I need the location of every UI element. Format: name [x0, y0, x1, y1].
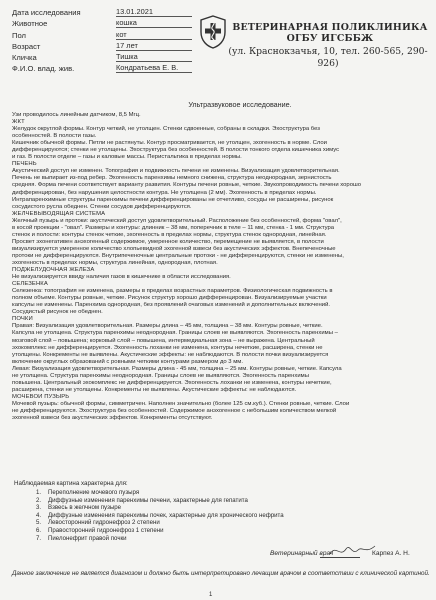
conclusion-item-text: Левосторонний гидронефроз 2 степени [48, 519, 160, 527]
report-line: эхогенной взвеси без акустических эффектов. Конкременты отсутствуют. [12, 415, 213, 422]
meta-label: Возраст [12, 41, 41, 51]
meta-row-owner [12, 62, 192, 73]
conclusion-item [36, 497, 284, 505]
meta-value: Кондратьева Е. В. [116, 63, 192, 73]
disclaimer: Данное заключение не является диагнозом и должно быть интерпретировано лечащим врачом в соответствии с клинической картиной. [12, 570, 430, 577]
conclusion-title: Наблюдаемая картина характерна для: [14, 480, 128, 487]
address-line: 926) [317, 58, 339, 69]
section-heading: ПЕЧЕНЬ [12, 161, 37, 168]
report-line: не дифференцируются. Эхоструктура без особенностей. Содержимое анэхогенное с небольшим количеством мелкой [12, 407, 337, 414]
conclusion-item-number: 3. [36, 504, 42, 512]
report-line: визуализируется умеренное количество хлопьевидной эхогенной взвеси без акустических эффектов. Внепеченочные [12, 245, 336, 252]
meta-row-date [12, 6, 192, 17]
report-line: мозговой слой – повышена; корковый слой – повышена, интермедиальная зона – не выражена. Центральный [12, 337, 315, 344]
section-heading: СЕЛЕЗЁНКА [12, 281, 48, 288]
conclusion-item-text: Диффузные изменения паренхимы почек, характерные для хронического нефрита [48, 511, 284, 519]
meta-value: кошка [116, 18, 192, 28]
clinic-name [232, 22, 428, 44]
clinic-address [222, 46, 434, 70]
section-heading: МОЧЕВОЙ ПУЗЫРЬ [12, 393, 70, 400]
report-line: Акустический доступ не изменен. Топография и подвижность печени не изменены. Визуализация удовлетворительная. [12, 168, 340, 175]
conclusion-item [36, 527, 284, 535]
conclusion-item-number: 2. [36, 496, 42, 504]
clinic-name-line: ВЕТЕРИНАРНАЯ ПОЛИКЛИНИКА [232, 22, 428, 33]
meta-row-animal [12, 17, 192, 28]
conclusion-item [36, 504, 284, 512]
report-body [12, 112, 432, 422]
report-line: Капсула не утолщена. Структура паренхимы неоднородная. Границы слоев не выявляются. Эхогенность паренхимы – [12, 330, 338, 337]
page-number: 1 [209, 592, 213, 598]
conclusion-item-number: 6. [36, 526, 42, 534]
meta-row-sex [12, 28, 192, 39]
conclusion-item-text: Диффузные изменения паренхимы печени, характерные для гепатита [48, 496, 248, 504]
meta-value: кот [116, 30, 192, 40]
exam-title: Ультразвуковое исследование. [188, 100, 292, 109]
signature-line [320, 557, 360, 558]
meta-label: Ф.И.О. влад. жив. [12, 64, 75, 74]
report-line: Сосудистый рисунок не обеднен. [12, 309, 103, 316]
report-line: Не визуализируется ввиду наличия газов в кишечнике в области исследования. [12, 274, 231, 281]
report-line: утолщены. Конкременты не выявлены. Акустические эффекты: не наблюдаются. В полости почки визуализируется [12, 351, 329, 358]
meta-row-age [12, 40, 192, 51]
section-heading: ПОДЖЕЛУДОЧНАЯ ЖЕЛЕЗА [12, 267, 95, 274]
conclusion-item-text: Пиелонефрит правой почки [48, 534, 127, 542]
report-line: Желчный пузырь и протоки: акустический доступ удовлетворительный. Расположение без особенностей, форма "овал", [12, 217, 342, 224]
report-line: расширена, стенки не утолщены. Конкременты не выявлены. Акустические эффекты: не наблюдаются. [12, 386, 297, 393]
report-line: сосудистого русла обеднен. Стенки сосудов дифференцируются. [12, 203, 192, 210]
veterinary-emblem-icon [198, 14, 228, 50]
report-line: Селезенка: топография не изменена, размеры в пределах возрастных параметров. Физиологическая подвижность в [12, 288, 333, 295]
conclusion-item [36, 512, 284, 520]
signature-name: Карпез А. Н. [372, 550, 410, 557]
report-line: протоки не дифференцируются. Внутрипеченочные центральные протоки - не дифференцируются, стенки не изменены, [12, 252, 344, 259]
report-line: Левая: Визуализация удовлетворительная. Размеры длина - 45 мм, толщина – 25 мм. Контуры ровные, четкие. Капсула [12, 365, 342, 372]
meta-label: Дата исследования [12, 8, 81, 18]
conclusion-item-number: 4. [36, 511, 42, 519]
section-heading: ПОЧКИ [12, 316, 33, 323]
report-line: Кишечник обычной формы. Петли не растянуты. Контур просматривается, не утолщен, эхогенность в норме. Слои [12, 140, 327, 147]
section-heading: ЖЕЛЧЕВЫВОДЯЩАЯ СИСТЕМА [12, 210, 106, 217]
meta-value: 13.01.2021 [116, 7, 192, 17]
conclusion-item-text: Правосторонний гидронефроз 1 степени [48, 526, 164, 534]
report-line: дифференцируются; стенки не утолщены. Эхоструктура без особенностей. В полости тонкого отдела кишечника химус [12, 147, 340, 154]
conclusion-item-text: Переполнение мочевого пузыря [48, 489, 140, 496]
report-line: Интрапаренхимные структуры паренхимы печени дифференцированы не отчетливо, сосуды не расширены, рисунок [12, 196, 334, 203]
patient-info-table [12, 6, 192, 73]
report-line: стенок и полости: контуры стенок четкие, эхогенность в пределах нормы, структура стенок однородная, линейная. [12, 231, 327, 238]
report-line: не утолщена. Структура паренхимы неоднородная. Границы слоев не выявляются. Эхогенность паренхимы [12, 372, 309, 379]
report-line: Мочевой пузырь: обычной формы, симметричен. Наполнен значительно (более 125 см.куб.). Стенки ровные, четкие. Слои [12, 400, 350, 407]
address-line: (ул. Краснокзачья, 10, тел. 260-565, 290- [228, 46, 428, 57]
report-line: и газ. В полости отделе – газы и каловые массы. Перистальтика в пределах нормы. [12, 154, 242, 161]
meta-label: Животное [12, 19, 48, 29]
report-line: дифференцирован, без нарушения целостности контура. Не утолщена (2 мм). Эхогенность в пределах нормы. [12, 189, 317, 196]
conclusion-item [36, 535, 284, 543]
report-line: эхогенность в пределах нормы, структура линейная, однородная, плотная. [12, 259, 218, 266]
conclusion-item-number: 1. [36, 489, 42, 496]
signature-label: Ветеринарный врач [270, 550, 334, 557]
conclusion-item-number: 5. [36, 519, 42, 527]
clinic-name-line: ОГБУ ИГСББЖ [286, 33, 374, 44]
conclusion-item-text: Взвесь в желчном пузыре [48, 504, 122, 512]
report-line: полном объеме. Контуры ровные, четкие. Рисунок структур хорошо дифференцирован. Визуализируемые участки [12, 295, 327, 302]
conclusion-list [36, 489, 284, 542]
report-line: средняя. Форма печени соответствует варианту развития. Контуры печени ровные, четкие. Звукопроводимость печени хорошо [12, 182, 361, 189]
report-line: капсулы не изменены. Паренхима однородная, без проявлений очаговых изменений и дополнительных включений. [12, 302, 331, 309]
report-line: Желудок округлой формы. Контур четкий, не утолщен. Стенки сдвоенные, собраны в складки. Эхоструктура без [12, 126, 320, 133]
report-line: Узи проводилось линейным датчиком, 8,5 Мгц. [12, 112, 141, 118]
meta-value: 17 лет [116, 41, 192, 51]
report-line: Печень не выпирает из-под ребер. Эхогенность паренхимы немного снижена, структура неоднородная, зернистость [12, 175, 332, 182]
conclusion-item-number: 7. [36, 534, 42, 542]
report-line: повышена. Центральный эхокомплекс не дифференцируется. Эхогенность лоханки не изменена, контуры нечеткие, [12, 379, 332, 386]
meta-label: Кличка [12, 52, 37, 62]
conclusion-item [36, 519, 284, 527]
report-line: Правая: Визуализация удовлетворительная. Размеры длина – 45 мм, толщина – 38 мм. Контуры ровные, четкие. [12, 323, 323, 330]
report-line: в косой проекции - "овал". Размеры и контуры: длинник – 38 мм, поперечник в теле – 11 мм, стенка - 1 мм. Структура [12, 224, 335, 231]
conclusion-item [36, 489, 284, 497]
meta-value: Тишка [116, 52, 192, 62]
meta-row-name [12, 51, 192, 62]
meta-label: Пол [12, 30, 26, 40]
report-line: особенностей. В полости газы. [12, 133, 97, 140]
report-line: включение округлых образований с ровными четкими контурами размером до 3 мм. [12, 358, 243, 365]
report-line: эхокомплекс не дифференцируется. Эхогенность лоханки не изменена, контуры нечеткие, расширена, стенки не [12, 344, 323, 351]
section-heading: ЖКТ [12, 119, 25, 126]
report-line: Просвет эхонегативен анэхогенный содержимое, умеренное количество, перемещение не выявляется, в полости [12, 238, 324, 245]
